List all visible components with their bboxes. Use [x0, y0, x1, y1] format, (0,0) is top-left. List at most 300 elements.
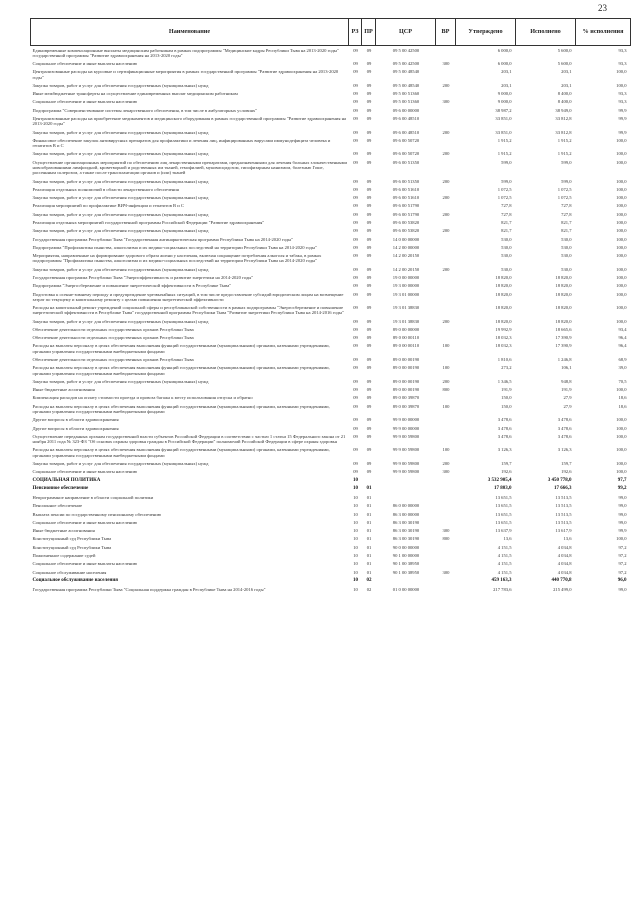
row-executed: 191,9: [561, 387, 572, 393]
row-approved: 13,6: [503, 536, 512, 542]
row-percent: 100,0: [616, 69, 627, 75]
table-row: [31, 98, 631, 106]
row-pr: 09: [366, 129, 372, 135]
row-name: Иные бюджетные ассигнования: [32, 387, 95, 393]
row-rz: 09: [353, 417, 358, 423]
row-executed: 13,6: [563, 536, 572, 542]
row-vr: [436, 494, 456, 502]
row-csr: 09 5 00 42500: [392, 47, 420, 53]
row-name: Осуществление организационных мероприятий по обеспечению лиц лекарственными препаратами, предназначенными для лечения больных злокачественными новообразованиями лимфоидной, кроветворной и родственных им тканей, гемофилией, муковисцидозом, гипофизарным нанизмом, болезнью Гоше, рассеянным склерозом, а также после трансплантации органов и (или) тканей: [32, 159, 347, 176]
row-name: Выплата пенсии по государственному пенсионному обеспечению: [32, 511, 162, 517]
row-pr: 09: [366, 253, 372, 259]
row-vr: [436, 576, 456, 585]
row-pr: 09: [366, 211, 372, 217]
row-executed: 18 820,0: [555, 318, 572, 324]
row-vr: [436, 115, 456, 129]
row-approved: 33 851,0: [495, 116, 512, 122]
row-rz: 09: [353, 433, 358, 439]
table-row: [31, 527, 631, 535]
row-rz: 09: [353, 99, 358, 105]
row-csr: 90 0 00 00000: [392, 544, 420, 550]
row-name: Государственная программа Республики Тыва "Государственная антинаркотическая программа Республики Тыва на 2014-2020 годы": [32, 236, 294, 242]
row-approved: 192,6: [501, 469, 512, 475]
table-row: [31, 560, 631, 568]
table-body: [31, 46, 631, 594]
row-vr: 300: [442, 99, 450, 105]
row-executed: 13 513,5: [555, 511, 572, 517]
table-row: [31, 177, 631, 185]
row-rz: 10: [353, 561, 358, 567]
row-name: Расходы на выплаты персоналу в целях обеспечения выполнения функций государственными (муниципальными) органами, казенными учреждениями, органами управления государственными внебюджетными фондами: [32, 343, 330, 354]
table-row: [31, 576, 631, 585]
table-row: [31, 136, 631, 150]
row-csr: 09 5 00 48540: [392, 69, 420, 75]
row-pr: 09: [366, 291, 372, 297]
table-row: [31, 68, 631, 82]
row-rz: 10: [353, 536, 358, 542]
row-name: Государственная программа Республики Тыва "Энергоэффективность и развитие энергетики на 2014-2020 годы": [32, 274, 254, 280]
row-vr: [436, 585, 456, 593]
row-pr: 01: [366, 503, 372, 509]
row-percent: 99,0: [618, 586, 627, 592]
row-csr: 89 0 00 39870: [392, 395, 420, 401]
row-name: Закупка товаров, работ и услуг для обеспечения государственных (муниципальных) нужд: [32, 195, 209, 201]
row-approved: 1 915,2: [497, 151, 512, 157]
table-row: [31, 218, 631, 226]
row-name: Подпрограмма "Энергосбережение и повышение энергетической эффективности в Республике Тыва": [32, 283, 232, 289]
row-vr: [436, 552, 456, 560]
row-executed: 203,1: [561, 69, 572, 75]
row-approved: 3 478,6: [497, 417, 512, 423]
row-pr: [362, 476, 376, 485]
row-name: Централизованные расходы на приобретение медикаментов и медицинского оборудования в рамках государственной программы "Развитие здравоохранения на 2013-2020 годы": [32, 116, 347, 127]
row-approved: 4 151,5: [497, 544, 512, 550]
row-executed: 192,6: [561, 469, 572, 475]
col-rz-header: РЗ: [349, 19, 362, 46]
row-name: Социальное обеспечение и иные выплаты населению: [32, 561, 138, 567]
row-pr: 09: [366, 425, 372, 431]
row-approved: 1 346,5: [497, 378, 512, 384]
table-row: [31, 386, 631, 394]
row-executed: 727,8: [561, 203, 572, 209]
row-vr: [436, 485, 456, 494]
row-rz: 10: [353, 528, 358, 534]
row-rz: 09: [353, 151, 358, 157]
table-row: [31, 265, 631, 273]
row-csr: 09 6 00 51610: [392, 195, 420, 201]
row-pr: 09: [366, 228, 372, 234]
row-executed: 38 949,0: [555, 107, 572, 113]
row-csr: 99 9 00 00000: [392, 425, 420, 431]
row-percent: 93,3: [618, 47, 627, 53]
row-approved: 17 803,0: [494, 486, 512, 492]
row-percent: 97,2: [618, 544, 627, 550]
table-row: [31, 568, 631, 576]
row-pr: 09: [366, 236, 372, 242]
row-csr: 86 3 00 30190: [392, 536, 420, 542]
row-rz: 09: [353, 365, 358, 371]
row-name: Закупка товаров, работ и услуг для обеспечения государственных (муниципальных) нужд: [32, 266, 209, 272]
row-rz: 10: [353, 553, 358, 558]
row-pr: 09: [366, 305, 372, 311]
row-rz: 09: [353, 236, 358, 242]
row-approved: 727,8: [501, 203, 512, 209]
row-approved: 9 000,0: [497, 99, 512, 105]
row-name: Социальное обеспечение и иные выплаты населению: [32, 99, 138, 105]
row-vr: 200: [442, 151, 450, 157]
row-csr: 89 0 00 00110: [392, 343, 420, 349]
row-executed: 8 400,0: [557, 99, 572, 105]
row-vr: [436, 158, 456, 177]
row-vr: [436, 476, 456, 485]
table-row: [31, 510, 631, 518]
row-vr: [436, 282, 456, 290]
row-pr: 09: [366, 357, 372, 363]
row-name: СОЦИАЛЬНАЯ ПОЛИТИКА: [32, 477, 101, 483]
table-row: [31, 150, 631, 158]
row-name: Пенсионное обеспечение: [32, 503, 83, 509]
row-vr: 100: [442, 365, 450, 371]
row-percent: 100,0: [616, 159, 627, 165]
row-percent: 100,0: [616, 460, 627, 466]
row-executed: 13 513,5: [555, 503, 572, 509]
row-approved: 203,1: [501, 69, 512, 75]
row-rz: 09: [353, 129, 358, 135]
row-name: Реализация мероприятий по профилактике ВИЧ-инфекции и гепатитов В и С: [32, 203, 184, 209]
row-percent: 93,3: [618, 91, 627, 97]
row-approved: 159,7: [501, 460, 512, 466]
row-percent: 100,0: [616, 447, 627, 453]
row-executed: 1 072,5: [557, 186, 572, 192]
row-csr: 90 1 00 38950: [392, 561, 420, 567]
row-executed: 27,9: [563, 403, 572, 409]
row-rz: 09: [353, 137, 358, 143]
table-row: [31, 185, 631, 193]
row-name: Пожизненное содержание судей: [32, 553, 96, 558]
row-vr: 300: [442, 569, 450, 575]
row-csr: 09 6 00 00000: [392, 107, 420, 113]
row-approved: 18 032,3: [495, 335, 512, 341]
row-executed: 17 390,9: [555, 335, 572, 341]
row-rz: 09: [353, 203, 358, 209]
row-executed: 17 390,9: [555, 343, 572, 349]
row-name: Социальное обслуживание населения: [32, 577, 118, 583]
row-approved: 6 000,0: [497, 47, 512, 53]
row-vr: [436, 106, 456, 114]
row-approved: 3 532 905,4: [487, 477, 512, 483]
row-approved: 33 851,0: [495, 129, 512, 135]
row-csr: 01 0 00 00000: [392, 586, 420, 592]
row-csr: 89 0 00 39870: [392, 403, 420, 409]
row-pr: 09: [366, 47, 372, 53]
row-vr: [436, 252, 456, 266]
row-csr: 90 1 00 00000: [392, 553, 420, 558]
row-executed: 530,0: [561, 253, 572, 259]
row-pr: 09: [366, 365, 372, 371]
table-row: [31, 342, 631, 356]
row-approved: 530,0: [501, 236, 512, 242]
row-rz: 09: [353, 343, 358, 349]
row-name: Пенсионное обеспечение: [32, 486, 89, 492]
row-pr: 09: [366, 469, 372, 475]
row-name: Мероприятия, направленные на формирование здорового образа жизни у населения, включая сокращение потребления алкоголя и табака, в рамках подпрограммы "Профилактика пьянства, алкоголизма и их медико-социальных последствий на территории Республики Тыва на 2014-2020 годы": [32, 253, 322, 264]
row-csr: 09 5 00 42500: [392, 61, 420, 67]
table-row: [31, 60, 631, 68]
row-csr: 09 6 00 51790: [392, 203, 420, 209]
row-executed: 33 812,8: [555, 116, 572, 122]
row-rz: 09: [353, 469, 358, 475]
row-approved: 18 032,3: [495, 343, 512, 349]
row-rz: 09: [353, 228, 358, 234]
row-pr: 02: [366, 577, 372, 583]
row-executed: 159,7: [561, 460, 572, 466]
row-percent: 100,0: [616, 318, 627, 324]
row-percent: 100,0: [616, 244, 627, 250]
row-executed: 1 072,5: [557, 195, 572, 201]
row-approved: 821,7: [501, 219, 512, 225]
row-approved: 19 992,9: [495, 326, 512, 332]
row-csr: [376, 494, 436, 502]
row-rz: 10: [353, 477, 358, 483]
row-csr: 99 9 00 59800: [392, 460, 420, 466]
row-csr: 09 6 00 53820: [392, 228, 420, 234]
row-percent: 100,0: [616, 433, 627, 439]
row-vr: [436, 185, 456, 193]
row-pr: 09: [366, 283, 372, 289]
row-pr: 09: [366, 203, 372, 209]
row-approved: 3 478,6: [497, 433, 512, 439]
row-rz: 09: [353, 266, 358, 272]
row-csr: 89 0 00 00190: [392, 365, 420, 371]
row-rz: 10: [353, 577, 358, 583]
row-percent: 100,0: [616, 219, 627, 225]
row-percent: 99,9: [618, 528, 627, 534]
row-executed: 599,0: [561, 159, 572, 165]
col-approved-header: Утверждено: [456, 19, 516, 46]
row-percent: 100,0: [616, 305, 627, 311]
row-approved: 273,2: [501, 365, 512, 371]
row-name: Подпрограмма "Профилактика пьянства, алкоголизма и их медико-социальных последствий на территории Республики Тыва на 2014-2020 годы": [32, 244, 317, 250]
row-percent: 100,0: [616, 291, 627, 297]
row-pr: 01: [366, 486, 372, 492]
table-row: [31, 81, 631, 89]
row-percent: 100,0: [616, 82, 627, 88]
row-executed: 440 770,8: [551, 577, 572, 583]
table-row: [31, 518, 631, 526]
row-approved: 530,0: [501, 266, 512, 272]
row-percent: 70,5: [618, 378, 627, 384]
row-percent: 99,9: [618, 107, 627, 113]
row-approved: 1 915,2: [497, 137, 512, 143]
row-vr: [436, 518, 456, 526]
row-name: Реализация отдельных мероприятий государственной программы Российской Федерации "Развитие здравоохранения": [32, 219, 265, 225]
row-rz: 09: [353, 387, 358, 393]
row-rz: 09: [353, 395, 358, 401]
row-approved: 1 072,5: [497, 195, 512, 201]
row-pr: 09: [366, 91, 372, 97]
row-vr: [436, 202, 456, 210]
row-executed: 530,0: [561, 244, 572, 250]
row-pr: 02: [366, 586, 372, 592]
row-name: Закупка товаров, работ и услуг для обеспечения государственных (муниципальных) нужд: [32, 318, 209, 324]
row-csr: 09 5 00 51360: [392, 99, 420, 105]
row-executed: 13 617,9: [555, 528, 572, 534]
row-approved: 13 637,9: [495, 528, 512, 534]
col-name-header: Наименование: [31, 19, 349, 46]
row-approved: 9 000,0: [497, 91, 512, 97]
row-rz: 09: [353, 107, 358, 113]
row-vr: [436, 325, 456, 333]
table-row: [31, 202, 631, 210]
row-pr: 09: [366, 395, 372, 401]
row-rz: 09: [353, 335, 358, 341]
row-rz: 09: [353, 244, 358, 250]
row-vr: 800: [442, 536, 450, 542]
table-row: [31, 210, 631, 218]
row-rz: 09: [353, 195, 358, 201]
row-pr: 01: [366, 536, 372, 542]
row-csr: [376, 576, 436, 585]
row-rz: 09: [353, 283, 358, 289]
row-csr: 09 6 00 50720: [392, 137, 420, 143]
row-approved: 13 651,5: [495, 495, 512, 501]
row-rz: 09: [353, 326, 358, 332]
row-percent: 100,0: [616, 469, 627, 475]
row-pr: 09: [366, 318, 372, 324]
row-executed: 13 513,5: [555, 495, 572, 501]
row-vr: [436, 218, 456, 226]
row-approved: 4 151,5: [497, 553, 512, 558]
row-csr: 14 0 00 00000: [392, 236, 420, 242]
row-name: Государственная программа Республики Тыва "Социальная поддержка граждан в Республике Тыва на 2014-2016 годы": [32, 586, 266, 592]
row-vr: 200: [442, 129, 450, 135]
row-approved: 727,8: [501, 211, 512, 217]
row-vr: [436, 334, 456, 342]
row-rz: 09: [353, 357, 358, 363]
row-executed: 215 499,0: [553, 586, 572, 592]
table-row: [31, 252, 631, 266]
table-row: [31, 317, 631, 325]
row-executed: 3 478,6: [557, 425, 572, 431]
row-pr: 09: [366, 137, 372, 143]
table-row: [31, 416, 631, 424]
row-name: Закупка товаров, работ и услуг для обеспечения государственных (муниципальных) нужд: [32, 129, 209, 135]
row-vr: [436, 304, 456, 318]
row-pr: 09: [366, 460, 372, 466]
row-rz: 09: [353, 425, 358, 431]
row-csr: 89 0 00 00000: [392, 326, 420, 332]
row-executed: 4 034,8: [557, 569, 572, 575]
row-rz: 10: [353, 503, 358, 509]
row-rz: 09: [353, 291, 358, 297]
row-executed: 1 915,2: [557, 137, 572, 143]
row-name: Другие вопросы в области здравоохранения: [32, 425, 119, 431]
row-executed: 8 400,0: [557, 91, 572, 97]
row-executed: 3 478,6: [557, 417, 572, 423]
row-rz: 09: [353, 159, 358, 165]
row-approved: 530,0: [501, 253, 512, 259]
row-approved: 3 126,3: [497, 447, 512, 453]
row-executed: 27,9: [563, 395, 572, 401]
row-rz: 09: [353, 318, 358, 324]
row-approved: 599,0: [501, 178, 512, 184]
row-vr: [436, 560, 456, 568]
row-percent: 100,0: [616, 266, 627, 272]
row-csr: [376, 476, 436, 485]
table-row: [31, 128, 631, 136]
row-csr: 86 3 00 30190: [392, 528, 420, 534]
row-csr: 99 9 00 59800: [392, 469, 420, 475]
row-csr: 19 3 00 00000: [392, 283, 420, 289]
row-approved: 191,9: [501, 387, 512, 393]
row-percent: 100,0: [616, 536, 627, 542]
row-vr: 100: [442, 403, 450, 409]
row-csr: 19 0 00 00000: [392, 274, 420, 280]
row-vr: [436, 68, 456, 82]
row-vr: 100: [442, 447, 450, 453]
row-executed: 5 600,0: [557, 61, 572, 67]
row-percent: 18,6: [618, 395, 627, 401]
row-executed: 106,1: [561, 365, 572, 371]
row-csr: 19 3 01 00000: [392, 291, 420, 297]
row-approved: 459 163,3: [491, 577, 512, 583]
row-approved: 4 151,5: [497, 561, 512, 567]
row-csr: 14 2 00 20150: [392, 253, 420, 259]
table-row: [31, 543, 631, 551]
row-vr: 300: [442, 469, 450, 475]
row-approved: 821,7: [501, 228, 512, 234]
row-csr: 09 6 00 51790: [392, 211, 420, 217]
row-pr: 09: [366, 387, 372, 393]
row-name: Расходы на выплаты персоналу в целях обеспечения выполнения функций государственными (муниципальными) органами, казенными учреждениями, органами управления государственными внебюджетными фондами: [32, 447, 330, 458]
row-executed: 17 666,3: [554, 486, 572, 492]
table-row: [31, 494, 631, 502]
row-pr: 09: [366, 61, 372, 67]
row-percent: 100,0: [616, 387, 627, 393]
row-name: Расходы на капитальный ремонт учреждений социальной сферы и республиканской собственности в рамках подпрограммы "Энергосбережение и повышение энергетической эффективности в Республике Тыва" государственной программы Республики Тыва "Развитие энергетики Республики Тыва на 2014-2016 годы": [32, 305, 344, 316]
row-csr: 99 9 00 59800: [392, 447, 420, 453]
row-csr: 86 0 00 00000: [392, 503, 420, 509]
row-executed: 530,0: [561, 266, 572, 272]
row-approved: 1 072,5: [497, 186, 512, 192]
row-percent: 100,0: [616, 228, 627, 234]
row-csr: 89 0 00 00110: [392, 335, 420, 341]
row-csr: 99 9 00 00000: [392, 417, 420, 423]
table-row: [31, 424, 631, 432]
row-csr: 09 6 00 51610: [392, 186, 420, 192]
row-name: Закупка товаров, работ и услуг для обеспечения государственных (муниципальных) нужд: [32, 460, 209, 466]
row-vr: 200: [442, 228, 450, 234]
col-pr-header: ПР: [362, 19, 376, 46]
row-executed: 18 665,6: [555, 326, 572, 332]
table-row: [31, 468, 631, 476]
row-vr: 200: [442, 82, 450, 88]
row-percent: 96,4: [618, 335, 627, 341]
row-pr: 01: [366, 544, 372, 550]
row-pr: 09: [366, 343, 372, 349]
row-rz: 10: [353, 486, 358, 492]
row-csr: [376, 485, 436, 494]
row-pr: 09: [366, 186, 372, 192]
row-executed: 948,8: [561, 378, 572, 384]
row-percent: 100,0: [616, 178, 627, 184]
col-csr-header: ЦСР: [376, 19, 436, 46]
row-approved: 38 987,2: [495, 107, 512, 113]
row-percent: 93,4: [618, 326, 627, 332]
row-csr: 86 3 00 30190: [392, 519, 420, 525]
row-percent: 93,3: [618, 61, 627, 67]
row-percent: 99,9: [618, 116, 627, 122]
